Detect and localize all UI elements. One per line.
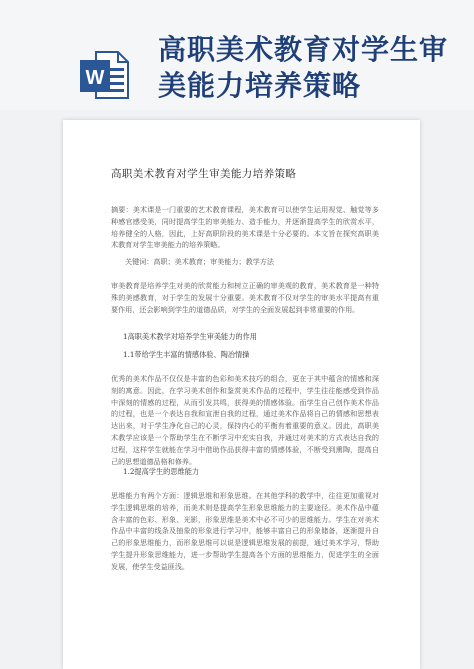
document-page xyxy=(63,120,420,669)
word-document-icon xyxy=(78,46,130,102)
section-1-heading: 1高职美术教学对培养学生审美能力的作用 xyxy=(123,332,257,341)
section-1-2-paragraph: 思维能力有两个方面：逻辑思维和形象思维。在其他学科的教学中，往往更加重视对学生逻辑思维的培养，而美术则是提高学生形象思维能力的主要途径。美术作品中蕴含丰富的色彩、形象、光影，形象思维是美术中必不可少的思维能力。学生在对美术作品中丰富的线条及抽象的形象进行学习中，能够丰富自己的形象储备，逐渐提升自己的形象思维能力，而形象思维可以说是逻辑思维发展的前提，通过美术学习，帮助学生提升形象思维能力，进一步帮助学生提高各个方面的思维能力，促进学生的全面发展，使学生受益匪浅。 xyxy=(111,491,379,571)
banner-title: 高职美术教育对学生审美能力培养策略 xyxy=(158,33,449,102)
intro-paragraph: 审美教育是培养学生对美的欣赏能力和树立正确的审美观的教育，美术教育是一种特殊的美感教育，对于学生的发展十分重要。美术教育不仅对学生的审美水平提高有重要作用，还会影响到学生的道德品质，对学生的全面发展起到非常重要的作用。 xyxy=(111,281,379,314)
section-1-1-heading: 1.1带给学生丰富的情感体验、陶冶情操 xyxy=(123,350,250,359)
document-title: 高职美术教育对学生审美能力培养策略 xyxy=(111,168,297,180)
keywords-line: 关键词：高职；美术教育；审美能力；教学方法 xyxy=(125,257,274,266)
section-1-1-paragraph: 优秀的美术作品不仅仅是丰富的色彩和美术技巧的组合，更在于其中蕴含的情感和深刻的寓意。因此，在学习美术创作和鉴赏美术作品的过程中，学生往往能感受到作品中深刻的情感的过程，从而引发共鸣，获得美的情感体验。而学生自己创作美术作品的过程，也是一个表达自我和宣泄自我的过程，通过美术作品将自己的情感和思想表达出来，对于学生净化自己的心灵，保持内心的平衡有着重要的意义。因此，高职美术教学应该是一个帮助学生在不断学习中充实自我，并通过对美术的方式表达自我的过程，这样学生就能在学习中借助作品获得丰富的情感体验，不断受到熏陶，提高自己的思想道德品格和修养。 xyxy=(111,374,379,466)
word-icon-letter: W xyxy=(85,67,105,89)
header-banner xyxy=(0,0,474,110)
abstract-paragraph: 摘要：美术课是一门重要的艺术教育课程，美术教育可以使学生运用视觉、触觉等多种感官感受美，同时提高学生的审美能力、造手能力，并逐渐提高学生的欣赏水平，培养健全的人格，因此，上好高职阶段的美术课是十分必要的。本文旨在探究高职美术教育对学生审美能力的培养策略。 xyxy=(111,205,379,250)
section-1-2-heading: 1.2提高学生的思维能力 xyxy=(123,467,200,476)
